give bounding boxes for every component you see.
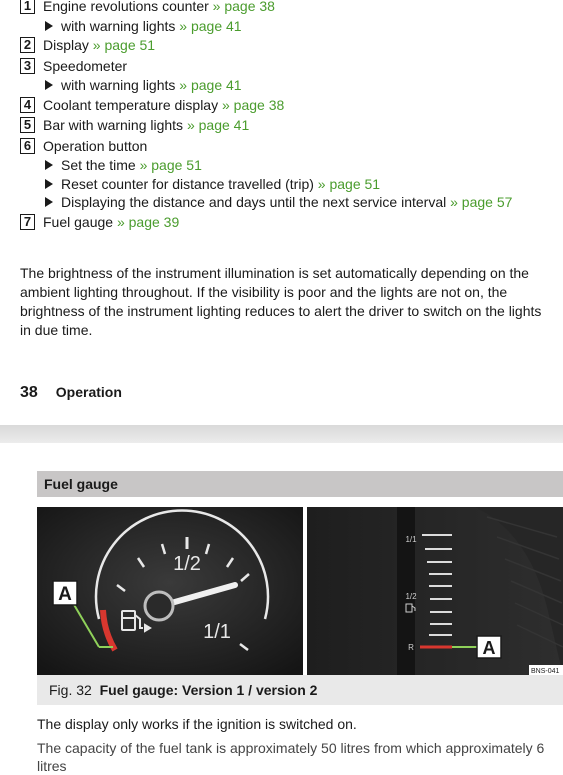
legend-number: 5 <box>20 117 35 133</box>
legend-number: 4 <box>20 97 35 113</box>
bullet-triangle-icon <box>45 179 53 189</box>
legend-number: 7 <box>20 214 35 230</box>
page-link[interactable]: » page 51 <box>139 157 202 173</box>
fuel-gauge-figure <box>37 507 563 675</box>
legend-item-2 <box>20 35 560 56</box>
legend-label-wrap <box>43 0 275 17</box>
page-link[interactable]: » page 38 <box>212 0 275 14</box>
subitem-text-wrap <box>61 156 202 175</box>
image-code: BNS-041 <box>531 668 560 675</box>
caption-title: Fuel gauge: Version 1 / version 2 <box>99 682 318 698</box>
gauge2-half-label: 1/2 <box>405 592 417 601</box>
subitem-text: Set the time <box>61 157 136 173</box>
subitem-text: with warning lights <box>61 17 176 34</box>
legend-subitem <box>20 175 560 194</box>
figure-separator <box>303 507 307 675</box>
legend-item-1 <box>20 0 560 17</box>
gauge2-full-label: 1/1 <box>405 535 417 544</box>
bullet-triangle-icon <box>45 197 53 207</box>
subitem-text: with warning lights <box>61 77 176 93</box>
gauge1-full-label: 1/1 <box>203 621 231 643</box>
page-link[interactable]: » page 51 <box>317 175 381 192</box>
legend-label-wrap <box>43 212 179 233</box>
legend-label: Operation button <box>43 137 148 154</box>
legend-item-7 <box>20 212 560 233</box>
legend-number: 3 <box>20 58 35 74</box>
gauge1-half-label: 1/2 <box>173 553 201 575</box>
legend-item-4 <box>20 95 560 116</box>
page-link[interactable]: » page 57 <box>450 194 513 210</box>
legend-label: Coolant temperature display <box>43 96 219 113</box>
legend-label: Engine revolutions counter <box>43 0 209 14</box>
subitem-text: Reset counter for distance travelled (trip) <box>61 175 314 192</box>
bullet-triangle-icon <box>45 80 53 90</box>
legend-subitem <box>20 156 560 175</box>
legend-subitem <box>20 193 560 212</box>
bullet-triangle-icon <box>45 160 53 170</box>
gauge2-reserve-label: R <box>408 643 414 652</box>
page-divider <box>0 425 563 443</box>
gauge1-callout-label: A <box>58 584 72 605</box>
legend-label-wrap <box>43 115 249 136</box>
legend-number: 6 <box>20 138 35 154</box>
legend-label: Fuel gauge <box>43 213 114 230</box>
legend-label: Speedometer <box>43 57 128 74</box>
caption-prefix: Fig. 32 <box>49 682 92 698</box>
subitem-text-wrap <box>61 17 242 36</box>
page-section-title: Operation <box>55 384 122 400</box>
page-link[interactable]: » page 41 <box>179 77 242 93</box>
tank-capacity-text: The capacity of the fuel tank is approximately 50 litres from which approximately 6 litres <box>37 740 545 774</box>
page-link[interactable]: » page 38 <box>222 96 285 113</box>
legend-label-wrap <box>43 95 284 116</box>
legend-label-wrap <box>43 56 127 77</box>
ignition-note: The display only works if the ignition is switched on. <box>37 716 357 732</box>
legend-item-6 <box>20 136 560 157</box>
page-link[interactable]: » page 41 <box>186 117 250 133</box>
fuel-gauge-illustration <box>37 507 563 675</box>
page-number: 38 <box>20 384 38 401</box>
gauge1-needle-hub <box>145 592 173 620</box>
component-legend <box>20 0 560 232</box>
subitem-text-wrap <box>61 175 380 194</box>
subitem-text-wrap <box>61 76 242 95</box>
legend-label-wrap <box>43 35 155 56</box>
gauge2-callout-label: A <box>482 638 496 658</box>
subitem-text: Displaying the distance and days until the next service interval <box>61 194 447 210</box>
legend-item-3 <box>20 56 560 77</box>
legend-label-wrap <box>43 136 147 157</box>
page-link[interactable]: » page 41 <box>179 17 242 34</box>
brightness-paragraph: The brightness of the instrument illumination is set automatically depending on the ambient lighting throughout. If the visibility is poor and the lights are not on, the brightness of the instrument lighting reduces to alert the driver to switch on the lights in due time. <box>20 265 542 338</box>
legend-label: Bar with warning lights <box>43 117 184 133</box>
figure-caption <box>37 675 563 705</box>
page-footer <box>20 384 122 402</box>
legend-item-5 <box>20 115 560 136</box>
legend-subitem <box>20 76 560 95</box>
bullet-triangle-icon <box>45 21 53 31</box>
page-link[interactable]: » page 51 <box>92 37 156 53</box>
section-heading: Fuel gauge <box>37 471 563 497</box>
legend-subitem <box>20 17 560 36</box>
legend-number: 2 <box>20 37 35 53</box>
manual-page-lower <box>0 443 563 774</box>
legend-label: Display <box>43 37 89 53</box>
subitem-text-wrap <box>61 193 512 212</box>
page-link[interactable]: » page 39 <box>116 213 180 230</box>
legend-number: 1 <box>20 0 35 14</box>
